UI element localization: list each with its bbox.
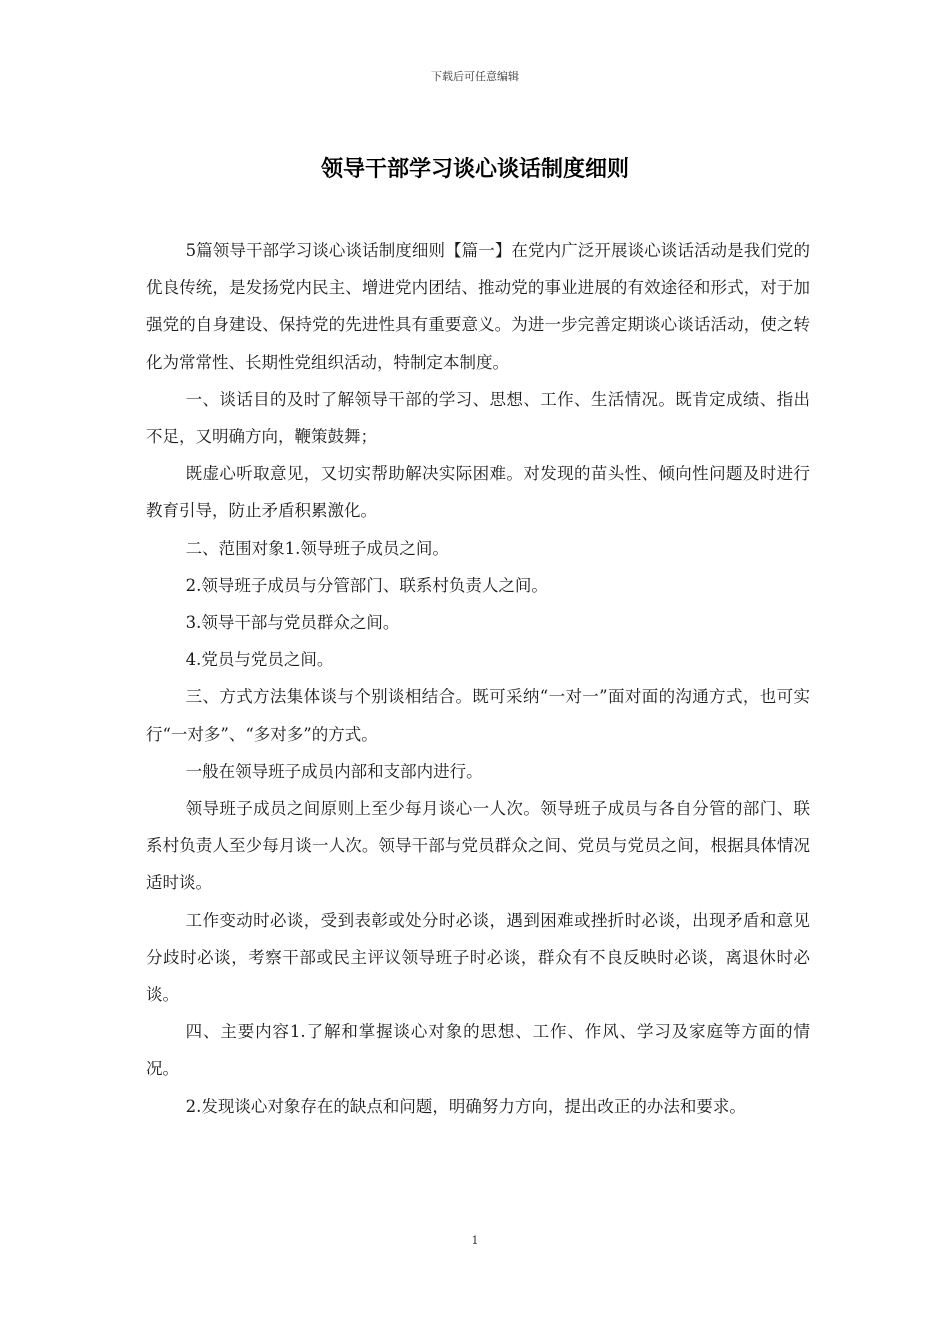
paragraph: 二、范围对象1.领导班子成员之间。 <box>185 538 449 558</box>
document-title: 领导干部学习谈心谈话制度细则 <box>320 156 629 182</box>
paragraph: 4.党员与党员之间。 <box>185 650 334 670</box>
paragraph: 一般在领导班子成员内部和支部内进行。 <box>185 761 483 781</box>
page-number: 1 <box>471 1234 479 1247</box>
paragraph: 2.发现谈心对象存在的缺点和问题，明确努力方向，提出改正的办法和要求。 <box>185 1096 746 1116</box>
paragraph: 工作变动时必谈，受到表彰或处分时必谈，遇到困难或挫折时必谈，出现矛盾和意见分歧时必谈，考察干部或民主评议领导班子时必谈，群众有不良反映时必谈，离退休时必谈。 <box>146 910 810 1005</box>
header-note: 下载后可任意编辑 <box>431 70 519 83</box>
paragraph: 领导班子成员之间原则上至少每月谈心一人次。领导班子成员与各自分管的部门、联系村负责人至少每月谈一人次。领导干部与党员群众之间、党员与党员之间，根据具体情况适时谈。 <box>146 799 810 893</box>
paragraph: 一、谈话目的及时了解领导干部的学习、思想、工作、生活情况。既肯定成绩、指出不足，又明确方向，鞭策鼓舞； <box>146 389 810 447</box>
paragraph: 三、方式方法集体谈与个别谈相结合。既可采纳“一对一”面对面的沟通方式，也可实行“一对多”、“多对多”的方式。 <box>146 687 810 744</box>
paragraph: 2.领导班子成员与分管部门、联系村负责人之间。 <box>185 575 548 595</box>
document-body <box>146 232 810 1125</box>
paragraph: 既虚心听取意见，又切实帮助解决实际困难。对发现的苗头性、倾向性问题及时进行教育引导，防止矛盾积累激化。 <box>146 464 810 521</box>
paragraph: 5篇领导干部学习谈心谈话制度细则【篇一】在党内广泛开展谈心谈话活动是我们党的优良传统，是发扬党内民主、增进党内团结、推动党的事业进展的有效途径和形式，对于加强党的自身建设、保持党的先进性具有重要意义。为进一步完善定期谈心谈话活动，使之转化为常常性、长期性党组织活动，特制定本制度。 <box>146 241 810 372</box>
paragraph: 3.领导干部与党员群众之间。 <box>185 613 400 633</box>
paragraph: 四、主要内容1.了解和掌握谈心对象的思想、工作、作风、学习及家庭等方面的情况。 <box>146 1022 810 1079</box>
